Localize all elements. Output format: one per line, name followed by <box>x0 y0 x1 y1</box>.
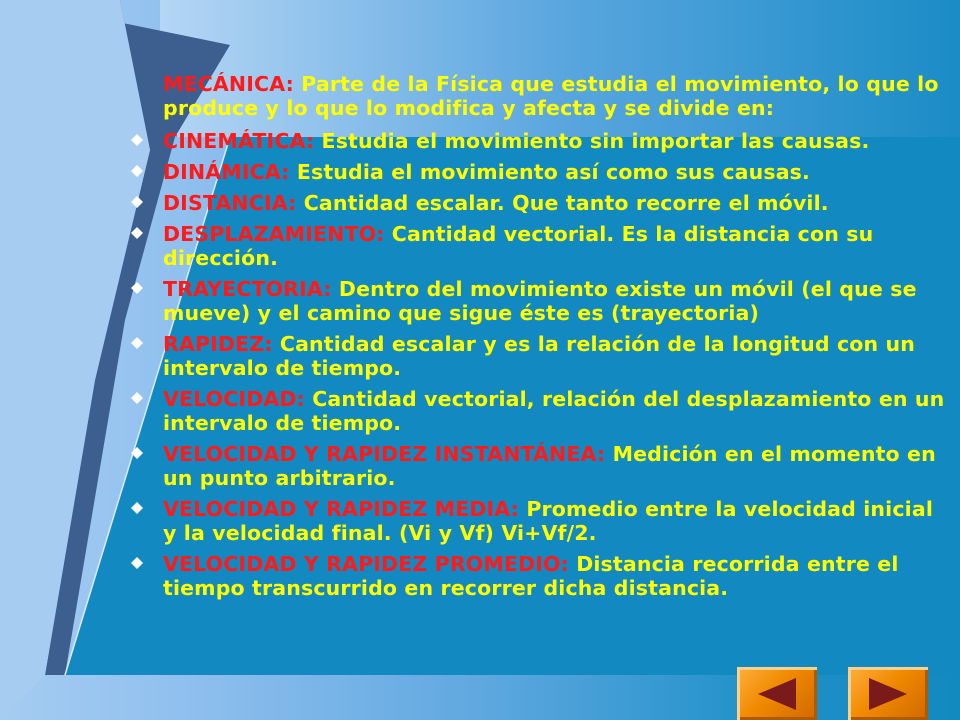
triangle-right-icon <box>865 676 911 712</box>
list-item <box>130 129 952 153</box>
list-item <box>130 191 952 215</box>
diamond-bullet-icon <box>131 165 143 177</box>
item-term: CINEMÁTICA: <box>163 129 315 153</box>
item-definition: Medición en el momento en un punto arbitrario. <box>163 442 936 490</box>
diamond-bullet-icon <box>131 337 143 349</box>
list-item <box>130 387 952 435</box>
item-term: VELOCIDAD Y RAPIDEZ MEDIA: <box>163 497 520 521</box>
list-item <box>130 160 952 184</box>
diamond-bullet-icon <box>131 227 143 239</box>
definition-list <box>130 72 952 607</box>
item-definition: Dentro del movimiento existe un móvil (el que se mueve) y el camino que sigue éste es (trayectoria) <box>163 277 917 325</box>
item-definition: Estudia el movimiento sin importar las causas. <box>314 129 870 153</box>
item-term: RAPIDEZ: <box>163 332 273 356</box>
triangle-left-icon <box>754 676 800 712</box>
item-definition: Cantidad vectorial. Es la distancia con su dirección. <box>163 222 874 270</box>
list-item <box>130 552 952 600</box>
item-term: DESPLAZAMIENTO: <box>163 222 385 246</box>
diamond-bullet-icon <box>131 196 143 208</box>
item-definition: Promedio entre la velocidad inicial y la velocidad final. (Vi y Vf) Vi+Vf/2. <box>163 497 933 545</box>
previous-slide-button[interactable] <box>737 667 817 720</box>
next-slide-button[interactable] <box>848 667 928 720</box>
diamond-bullet-icon <box>131 447 143 459</box>
item-term: VELOCIDAD Y RAPIDEZ INSTANTÁNEA: <box>163 442 606 466</box>
item-term: TRAYECTORIA: <box>163 277 332 301</box>
diamond-bullet-icon <box>131 282 143 294</box>
item-term: DINÁMICA: <box>163 160 290 184</box>
list-item <box>130 72 952 120</box>
item-definition: Cantidad vectorial, relación del desplazamiento en un intervalo de tiempo. <box>163 387 945 435</box>
list-item <box>130 442 952 490</box>
diamond-bullet-icon <box>131 134 143 146</box>
diamond-bullet-icon <box>131 557 143 569</box>
list-item <box>130 497 952 545</box>
item-definition: Distancia recorrida entre el tiempo transcurrido en recorrer dicha distancia. <box>163 552 899 600</box>
item-term: MECÁNICA: <box>163 72 294 96</box>
list-item <box>130 332 952 380</box>
list-item <box>130 222 952 270</box>
item-definition: Cantidad escalar. Que tanto recorre el móvil. <box>296 191 829 215</box>
item-definition: Estudia el movimiento así como sus causas. <box>289 160 810 184</box>
diamond-bullet-icon <box>131 502 143 514</box>
item-term: DISTANCIA: <box>163 191 297 215</box>
item-definition: Parte de la Física que estudia el movimiento, lo que lo produce y lo que lo modifica y afecta y se divide en: <box>163 72 939 120</box>
list-item <box>130 277 952 325</box>
item-term: VELOCIDAD: <box>163 387 305 411</box>
item-definition: Cantidad escalar y es la relación de la longitud con un intervalo de tiempo. <box>163 332 916 380</box>
diamond-bullet-icon <box>131 392 143 404</box>
item-term: VELOCIDAD Y RAPIDEZ PROMEDIO: <box>163 552 569 576</box>
